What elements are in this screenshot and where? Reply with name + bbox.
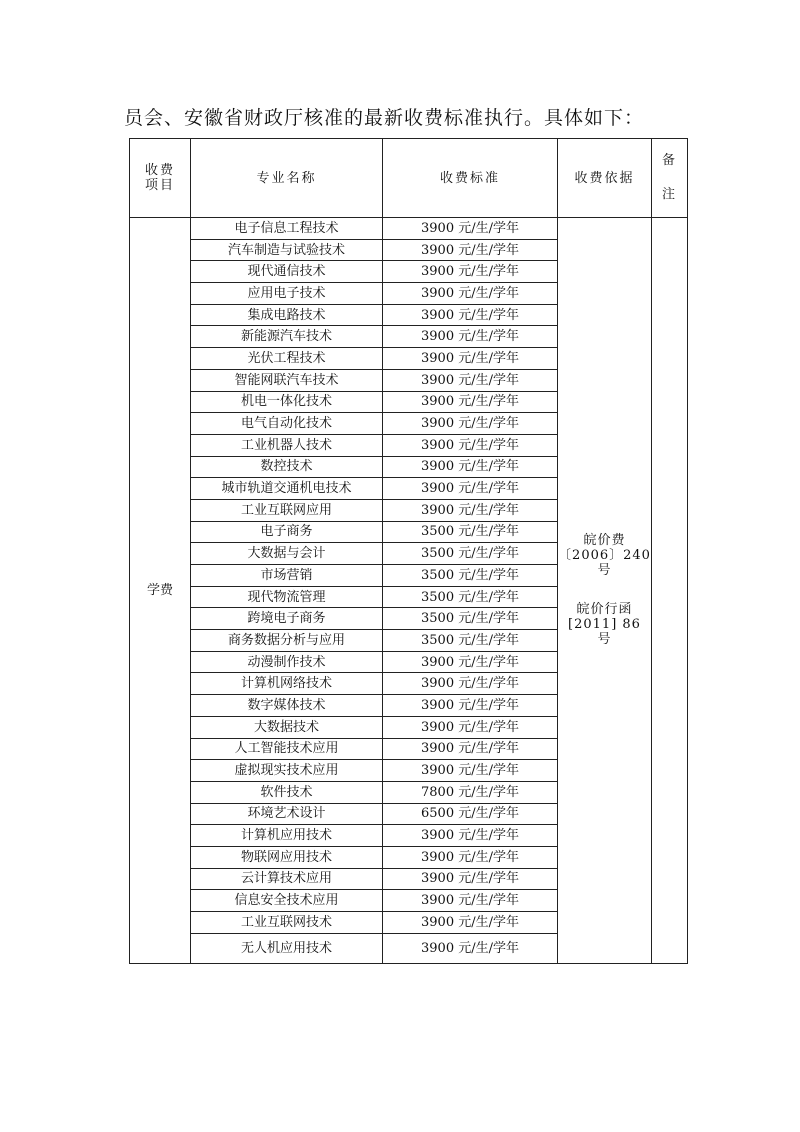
fee-standard-cell: 3900 元/生/学年	[383, 413, 558, 435]
table-body	[130, 218, 688, 964]
fee-standard-cell: 3900 元/生/学年	[383, 738, 558, 760]
major-name-cell: 工业互联网技术	[191, 912, 383, 934]
major-name-cell: 数控技术	[191, 456, 383, 478]
major-name-cell: 大数据与会计	[191, 543, 383, 565]
fee-standard-cell: 6500 元/生/学年	[383, 803, 558, 825]
major-name-cell: 工业机器人技术	[191, 434, 383, 456]
major-name-cell: 新能源汽车技术	[191, 326, 383, 348]
header-fee-standard: 收费标准	[383, 139, 558, 218]
intro-paragraph: 员会、安徽省财政厅核准的最新收费标准执行。具体如下：	[124, 107, 645, 129]
major-name-cell: 无人机应用技术	[191, 933, 383, 963]
basis-doc-line: [2011] 86	[568, 617, 641, 633]
fee-basis-cell	[558, 218, 652, 964]
fee-standard-cell: 3900 元/生/学年	[383, 716, 558, 738]
fee-standard-cell: 3900 元/生/学年	[383, 434, 558, 456]
fee-standard-cell: 3900 元/生/学年	[383, 348, 558, 370]
fee-standard-cell: 3900 元/生/学年	[383, 499, 558, 521]
major-name-cell: 集成电路技术	[191, 304, 383, 326]
basis-doc-line: 皖价费	[583, 533, 626, 549]
fee-standard-cell: 3900 元/生/学年	[383, 890, 558, 912]
header-fee-item: 收费 项目	[130, 139, 191, 218]
basis-spacer	[558, 578, 651, 602]
major-name-cell: 跨境电子商务	[191, 608, 383, 630]
major-name-cell: 现代通信技术	[191, 261, 383, 283]
major-name-cell: 数字媒体技术	[191, 695, 383, 717]
major-name-cell: 光伏工程技术	[191, 348, 383, 370]
basis-doc-line: 〔2006〕240	[558, 548, 651, 564]
fee-standard-cell: 3900 元/生/学年	[383, 760, 558, 782]
basis-doc-line: 号	[597, 563, 612, 579]
fee-standard-cell: 3900 元/生/学年	[383, 304, 558, 326]
fee-standard-cell: 3500 元/生/学年	[383, 630, 558, 652]
table-row	[130, 218, 688, 240]
fee-standard-cell: 3900 元/生/学年	[383, 261, 558, 283]
fee-standard-cell: 3500 元/生/学年	[383, 608, 558, 630]
major-name-cell: 环境艺术设计	[191, 803, 383, 825]
major-name-cell: 电气自动化技术	[191, 413, 383, 435]
basis-doc-line: 号	[597, 632, 612, 648]
major-name-cell: 物联网应用技术	[191, 846, 383, 868]
fee-standard-cell: 3900 元/生/学年	[383, 478, 558, 500]
fee-standard-cell: 3900 元/生/学年	[383, 695, 558, 717]
fee-table	[129, 138, 688, 964]
major-name-cell: 云计算技术应用	[191, 868, 383, 890]
major-name-cell: 人工智能技术应用	[191, 738, 383, 760]
fee-standard-cell: 3500 元/生/学年	[383, 586, 558, 608]
fee-standard-cell: 3900 元/生/学年	[383, 868, 558, 890]
fee-standard-cell: 3900 元/生/学年	[383, 218, 558, 240]
major-name-cell: 城市轨道交通机电技术	[191, 478, 383, 500]
note-cell	[652, 218, 688, 964]
major-name-cell: 动漫制作技术	[191, 651, 383, 673]
major-name-cell: 电子商务	[191, 521, 383, 543]
fee-standard-cell: 3900 元/生/学年	[383, 912, 558, 934]
major-name-cell: 电子信息工程技术	[191, 218, 383, 240]
fee-standard-cell: 3900 元/生/学年	[383, 326, 558, 348]
major-name-cell: 计算机应用技术	[191, 825, 383, 847]
basis-doc-line: 皖价行函	[576, 602, 633, 618]
major-name-cell: 虚拟现实技术应用	[191, 760, 383, 782]
fee-standard-cell: 3900 元/生/学年	[383, 846, 558, 868]
major-name-cell: 商务数据分析与应用	[191, 630, 383, 652]
fee-standard-cell: 3900 元/生/学年	[383, 239, 558, 261]
header-note: 备 注	[652, 139, 688, 218]
fee-standard-cell: 3500 元/生/学年	[383, 521, 558, 543]
fee-standard-cell: 3900 元/生/学年	[383, 651, 558, 673]
table-header-row	[130, 139, 688, 218]
fee-standard-cell: 3500 元/生/学年	[383, 543, 558, 565]
fee-standard-cell: 3900 元/生/学年	[383, 391, 558, 413]
fee-standard-cell: 3500 元/生/学年	[383, 565, 558, 587]
major-name-cell: 信息安全技术应用	[191, 890, 383, 912]
fee-standard-cell: 3900 元/生/学年	[383, 456, 558, 478]
fee-standard-cell: 7800 元/生/学年	[383, 781, 558, 803]
major-name-cell: 智能网联汽车技术	[191, 369, 383, 391]
header-major-name: 专业名称	[191, 139, 383, 218]
major-name-cell: 现代物流管理	[191, 586, 383, 608]
major-name-cell: 汽车制造与试验技术	[191, 239, 383, 261]
major-name-cell: 应用电子技术	[191, 283, 383, 305]
major-name-cell: 大数据技术	[191, 716, 383, 738]
fee-standard-cell: 3900 元/生/学年	[383, 825, 558, 847]
fee-standard-cell: 3900 元/生/学年	[383, 933, 558, 963]
major-name-cell: 工业互联网应用	[191, 499, 383, 521]
fee-item-cell: 学费	[130, 218, 191, 964]
major-name-cell: 软件技术	[191, 781, 383, 803]
header-fee-basis: 收费依据	[558, 139, 652, 218]
major-name-cell: 市场营销	[191, 565, 383, 587]
fee-standard-cell: 3900 元/生/学年	[383, 283, 558, 305]
major-name-cell: 计算机网络技术	[191, 673, 383, 695]
major-name-cell: 机电一体化技术	[191, 391, 383, 413]
fee-standard-cell: 3900 元/生/学年	[383, 369, 558, 391]
fee-standard-cell: 3900 元/生/学年	[383, 673, 558, 695]
